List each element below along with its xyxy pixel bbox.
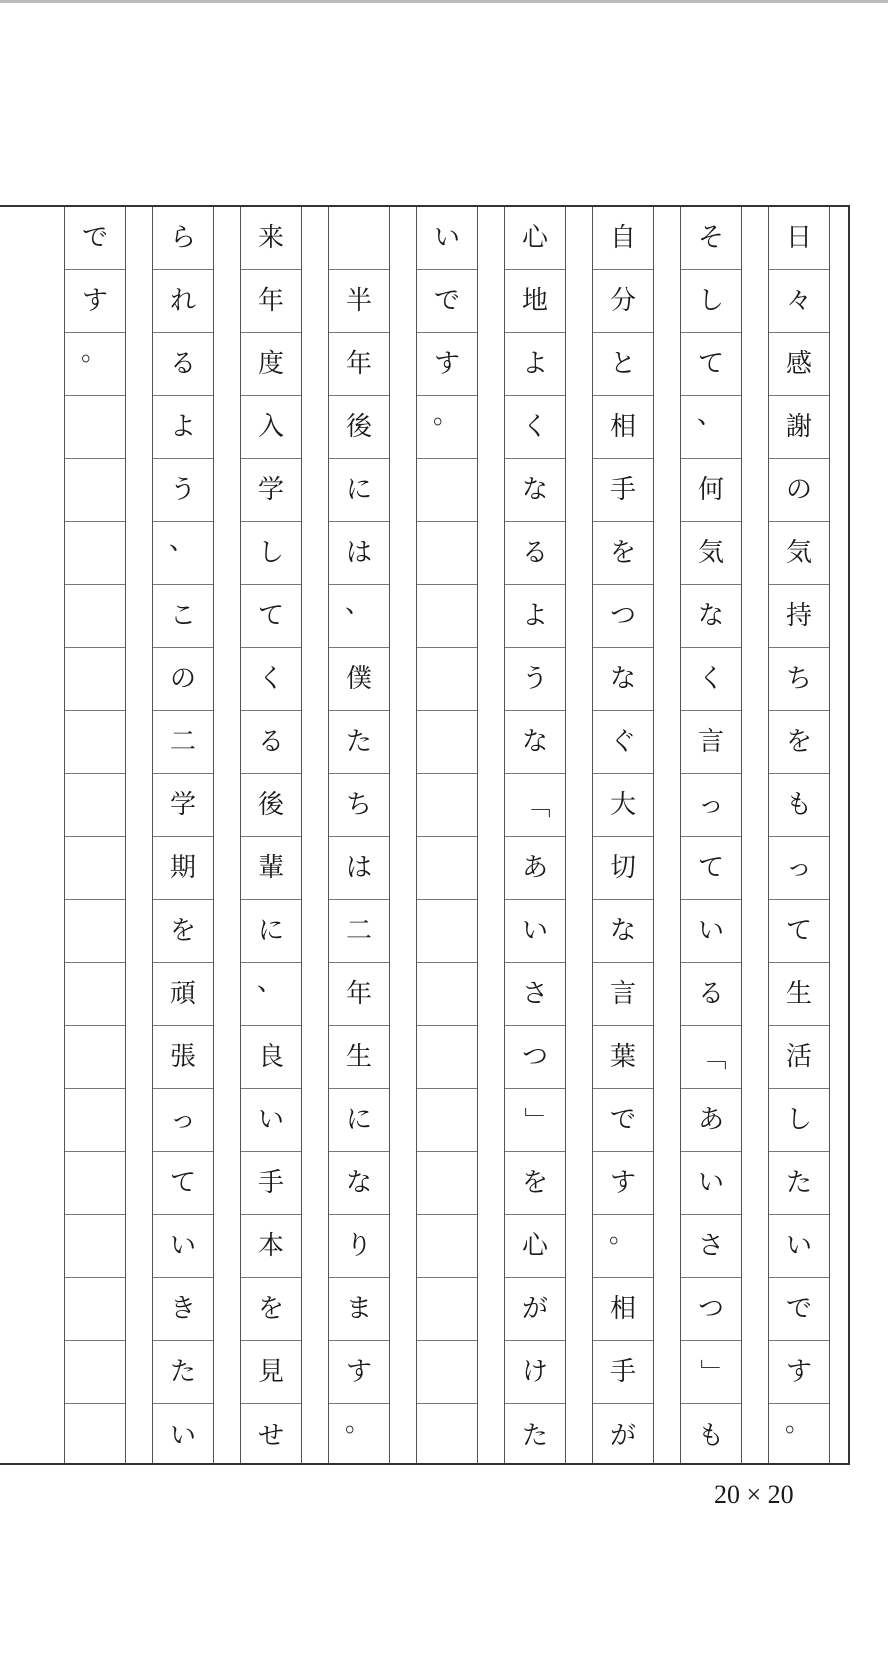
manuscript-cell: 入 bbox=[241, 396, 301, 459]
manuscript-cell: 二 bbox=[153, 711, 213, 774]
manuscript-cell: て bbox=[681, 837, 741, 900]
manuscript-cell: つ bbox=[505, 1026, 565, 1089]
manuscript-cell: い bbox=[153, 1215, 213, 1278]
manuscript-cell: の bbox=[153, 648, 213, 711]
manuscript-cell: 、 bbox=[681, 396, 741, 459]
manuscript-cell: く bbox=[681, 648, 741, 711]
manuscript-cell: 。 bbox=[784, 1408, 811, 1438]
manuscript-cell bbox=[417, 1152, 477, 1215]
manuscript-cell bbox=[65, 900, 125, 963]
manuscript-column bbox=[152, 207, 214, 1463]
manuscript-cell: た bbox=[769, 1152, 829, 1215]
manuscript-cell: が bbox=[505, 1278, 565, 1341]
manuscript-cell: 、 bbox=[241, 963, 301, 1026]
manuscript-cell: よ bbox=[505, 333, 565, 396]
manuscript-cell bbox=[417, 837, 477, 900]
manuscript-cell: 来 bbox=[241, 207, 301, 270]
manuscript-column bbox=[328, 207, 390, 1463]
manuscript-cell: ち bbox=[329, 774, 389, 837]
manuscript-cell: 本 bbox=[241, 1215, 301, 1278]
manuscript-cell bbox=[65, 1152, 125, 1215]
manuscript-cell bbox=[65, 1404, 125, 1467]
manuscript-cell bbox=[65, 396, 125, 459]
manuscript-cell: な bbox=[505, 711, 565, 774]
manuscript-cell bbox=[417, 522, 477, 585]
manuscript-cell: も bbox=[769, 774, 829, 837]
manuscript-cell: を bbox=[593, 522, 653, 585]
manuscript-cell: で bbox=[65, 207, 125, 270]
manuscript-column bbox=[680, 207, 742, 1463]
manuscript-cell: 生 bbox=[329, 1026, 389, 1089]
manuscript-cell bbox=[65, 648, 125, 711]
manuscript-cell bbox=[417, 1026, 477, 1089]
manuscript-cell: つ bbox=[593, 585, 653, 648]
manuscript-cell bbox=[65, 1089, 125, 1152]
manuscript-cell: い bbox=[417, 207, 477, 270]
manuscript-cell: る bbox=[153, 333, 213, 396]
manuscript-cell: い bbox=[505, 900, 565, 963]
manuscript-cell: 地 bbox=[505, 270, 565, 333]
manuscript-cell: 手 bbox=[593, 459, 653, 522]
manuscript-cell: 感 bbox=[769, 333, 829, 396]
manuscript-cell: 見 bbox=[241, 1341, 301, 1404]
manuscript-cell: く bbox=[241, 648, 301, 711]
manuscript-cell bbox=[417, 1089, 477, 1152]
paper-size-label: 20 × 20 bbox=[714, 1480, 794, 1509]
manuscript-cell: り bbox=[329, 1215, 389, 1278]
manuscript-cell: す bbox=[417, 333, 477, 396]
manuscript-cell: に bbox=[329, 459, 389, 522]
manuscript-cell bbox=[417, 774, 477, 837]
manuscript-cell: 言 bbox=[681, 711, 741, 774]
manuscript-cell: た bbox=[521, 1420, 548, 1451]
manuscript-cell: 葉 bbox=[593, 1026, 653, 1089]
manuscript-cell: 学 bbox=[241, 459, 301, 522]
manuscript-cell: 年 bbox=[329, 963, 389, 1026]
manuscript-cell bbox=[417, 1341, 477, 1404]
manuscript-cell: 活 bbox=[769, 1026, 829, 1089]
manuscript-cell bbox=[65, 585, 125, 648]
scan-top-edge bbox=[0, 0, 888, 3]
manuscript-cell: 生 bbox=[769, 963, 829, 1026]
manuscript-cell: あ bbox=[681, 1089, 741, 1152]
manuscript-cell: な bbox=[593, 900, 653, 963]
manuscript-cell: 学 bbox=[153, 774, 213, 837]
manuscript-cell: ち bbox=[769, 648, 829, 711]
manuscript-cell: っ bbox=[153, 1089, 213, 1152]
manuscript-cell: う bbox=[505, 648, 565, 711]
manuscript-cell: る bbox=[681, 963, 741, 1026]
manuscript-cell: 「 bbox=[681, 1026, 741, 1089]
manuscript-cell: 。 bbox=[344, 1408, 371, 1438]
manuscript-cell: は bbox=[329, 522, 389, 585]
manuscript-column bbox=[240, 207, 302, 1463]
manuscript-cell bbox=[417, 585, 477, 648]
manuscript-column bbox=[416, 207, 478, 1463]
manuscript-cell: 張 bbox=[153, 1026, 213, 1089]
manuscript-cell bbox=[65, 1215, 125, 1278]
manuscript-cell: け bbox=[505, 1341, 565, 1404]
manuscript-cell: す bbox=[769, 1341, 829, 1404]
manuscript-cell: を bbox=[153, 900, 213, 963]
manuscript-cell: 。 bbox=[593, 1215, 653, 1278]
manuscript-cell: が bbox=[609, 1420, 636, 1451]
manuscript-cell: 持 bbox=[769, 585, 829, 648]
manuscript-cell: 謝 bbox=[769, 396, 829, 459]
manuscript-cell bbox=[417, 900, 477, 963]
manuscript-cell: せ bbox=[257, 1420, 284, 1451]
manuscript-cell bbox=[417, 711, 477, 774]
manuscript-cell: い bbox=[769, 1215, 829, 1278]
manuscript-cell: 「 bbox=[505, 774, 565, 837]
manuscript-cell: る bbox=[241, 711, 301, 774]
manuscript-cell: で bbox=[769, 1278, 829, 1341]
manuscript-cell: す bbox=[65, 270, 125, 333]
manuscript-cell bbox=[65, 1278, 125, 1341]
manuscript-cell: 良 bbox=[241, 1026, 301, 1089]
manuscript-cell: を bbox=[505, 1152, 565, 1215]
manuscript-cell: で bbox=[417, 270, 477, 333]
manuscript-cell: つ bbox=[681, 1278, 741, 1341]
manuscript-cell bbox=[417, 1404, 477, 1467]
manuscript-cell: 手 bbox=[241, 1152, 301, 1215]
manuscript-cell: 期 bbox=[153, 837, 213, 900]
manuscript-cell bbox=[417, 459, 477, 522]
manuscript-cell: す bbox=[329, 1341, 389, 1404]
manuscript-cell: さ bbox=[681, 1215, 741, 1278]
manuscript-cell bbox=[65, 1341, 125, 1404]
manuscript-cell: い bbox=[241, 1089, 301, 1152]
manuscript-cell: な bbox=[329, 1152, 389, 1215]
manuscript-cell: っ bbox=[769, 837, 829, 900]
manuscript-cell: 頑 bbox=[153, 963, 213, 1026]
manuscript-cell bbox=[417, 963, 477, 1026]
manuscript-cell: を bbox=[241, 1278, 301, 1341]
manuscript-cell: て bbox=[153, 1152, 213, 1215]
manuscript-column bbox=[768, 207, 830, 1463]
manuscript-cell: 輩 bbox=[241, 837, 301, 900]
manuscript-cell: 心 bbox=[505, 207, 565, 270]
manuscript-cell: な bbox=[505, 459, 565, 522]
manuscript-cell: た bbox=[153, 1341, 213, 1404]
manuscript-cell: 気 bbox=[681, 522, 741, 585]
manuscript-cell bbox=[65, 711, 125, 774]
manuscript-cell: す bbox=[593, 1152, 653, 1215]
manuscript-cell: し bbox=[241, 522, 301, 585]
manuscript-cell: 。 bbox=[417, 396, 477, 459]
manuscript-cell: う bbox=[153, 459, 213, 522]
manuscript-cell bbox=[65, 459, 125, 522]
manuscript-cell: 切 bbox=[593, 837, 653, 900]
manuscript-cell: 大 bbox=[593, 774, 653, 837]
manuscript-cell: 言 bbox=[593, 963, 653, 1026]
manuscript-grid bbox=[0, 205, 850, 1465]
manuscript-cell: 手 bbox=[593, 1341, 653, 1404]
manuscript-cell: る bbox=[505, 522, 565, 585]
manuscript-cell: て bbox=[681, 333, 741, 396]
manuscript-cell: 、 bbox=[329, 585, 389, 648]
manuscript-cell: 年 bbox=[241, 270, 301, 333]
manuscript-cell: き bbox=[153, 1278, 213, 1341]
manuscript-cell: い bbox=[169, 1420, 196, 1451]
manuscript-cell: そ bbox=[681, 207, 741, 270]
manuscript-cell: 分 bbox=[593, 270, 653, 333]
manuscript-cell bbox=[417, 648, 477, 711]
manuscript-cell: な bbox=[681, 585, 741, 648]
manuscript-cell: 。 bbox=[65, 333, 125, 396]
manuscript-cell: 々 bbox=[769, 270, 829, 333]
manuscript-cell bbox=[329, 207, 389, 270]
manuscript-cell: 日 bbox=[769, 207, 829, 270]
manuscript-cell: 度 bbox=[241, 333, 301, 396]
manuscript-cell: く bbox=[505, 396, 565, 459]
manuscript-cell: れ bbox=[153, 270, 213, 333]
manuscript-column bbox=[504, 207, 566, 1463]
manuscript-cell: 年 bbox=[329, 333, 389, 396]
manuscript-column bbox=[592, 207, 654, 1463]
manuscript-cell: た bbox=[329, 711, 389, 774]
manuscript-cell bbox=[417, 1278, 477, 1341]
manuscript-cell: し bbox=[769, 1089, 829, 1152]
manuscript-cell: て bbox=[769, 900, 829, 963]
manuscript-cell bbox=[65, 522, 125, 585]
manuscript-cell: 二 bbox=[329, 900, 389, 963]
manuscript-cell: 、 bbox=[153, 522, 213, 585]
manuscript-cell: ぐ bbox=[593, 711, 653, 774]
manuscript-cell: 」 bbox=[681, 1341, 741, 1404]
manuscript-cell bbox=[65, 774, 125, 837]
manuscript-cell: 心 bbox=[505, 1215, 565, 1278]
manuscript-cell: い bbox=[681, 900, 741, 963]
manuscript-column bbox=[64, 207, 126, 1463]
manuscript-cell: 気 bbox=[769, 522, 829, 585]
manuscript-cell: は bbox=[329, 837, 389, 900]
manuscript-cell bbox=[417, 1215, 477, 1278]
manuscript-cell: の bbox=[769, 459, 829, 522]
manuscript-cell: 自 bbox=[593, 207, 653, 270]
manuscript-cell: 僕 bbox=[329, 648, 389, 711]
manuscript-cell: よ bbox=[505, 585, 565, 648]
manuscript-cell: さ bbox=[505, 963, 565, 1026]
manuscript-cell: 相 bbox=[593, 396, 653, 459]
manuscript-cell: 後 bbox=[329, 396, 389, 459]
manuscript-cell: な bbox=[593, 648, 653, 711]
manuscript-cell: に bbox=[329, 1089, 389, 1152]
manuscript-cell: も bbox=[697, 1420, 724, 1451]
manuscript-cell: っ bbox=[681, 774, 741, 837]
manuscript-cell: こ bbox=[153, 585, 213, 648]
manuscript-cell: で bbox=[593, 1089, 653, 1152]
manuscript-cell: し bbox=[681, 270, 741, 333]
manuscript-cell: に bbox=[241, 900, 301, 963]
manuscript-cell bbox=[65, 963, 125, 1026]
manuscript-cell: ら bbox=[153, 207, 213, 270]
manuscript-cell: い bbox=[681, 1152, 741, 1215]
manuscript-cell: 何 bbox=[681, 459, 741, 522]
manuscript-cell bbox=[65, 837, 125, 900]
manuscript-cell: ま bbox=[329, 1278, 389, 1341]
manuscript-cell: て bbox=[241, 585, 301, 648]
manuscript-cell bbox=[65, 1026, 125, 1089]
manuscript-cell: あ bbox=[505, 837, 565, 900]
manuscript-cell: 半 bbox=[329, 270, 389, 333]
manuscript-cell: 相 bbox=[593, 1278, 653, 1341]
manuscript-cell: 」 bbox=[505, 1089, 565, 1152]
manuscript-cell: と bbox=[593, 333, 653, 396]
manuscript-cell: を bbox=[769, 711, 829, 774]
manuscript-cell: 後 bbox=[241, 774, 301, 837]
manuscript-cell: よ bbox=[153, 396, 213, 459]
